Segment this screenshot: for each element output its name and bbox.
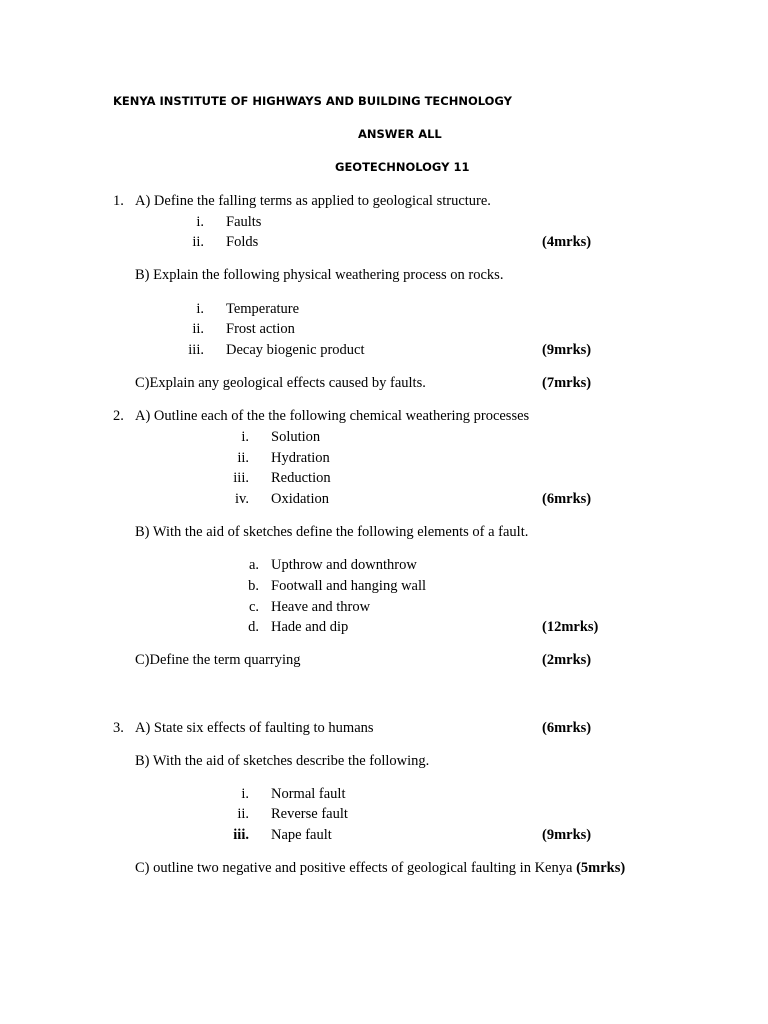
- list-item-number: iii.: [233, 827, 249, 843]
- question-number: 3.: [113, 720, 124, 736]
- marks-label: (2mrks): [542, 652, 592, 668]
- list-item-number: iv.: [235, 491, 249, 507]
- list-item-number: b.: [248, 578, 259, 594]
- list-item: Footwall and hanging wall: [271, 578, 427, 594]
- list-item: Decay biogenic product: [226, 342, 365, 358]
- list-item-number: ii.: [192, 321, 204, 337]
- question-3c-text: [135, 861, 625, 876]
- instruction-heading: ANSWER ALL: [358, 127, 442, 141]
- list-item: Frost action: [226, 321, 295, 337]
- list-item: Solution: [271, 429, 321, 445]
- marks-label: (9mrks): [542, 827, 592, 843]
- list-item-number: iii.: [233, 470, 249, 486]
- list-item: Temperature: [226, 301, 300, 317]
- question-3b-text: B) With the aid of sketches describe the following.: [135, 753, 430, 769]
- list-item-number: iii.: [188, 342, 204, 358]
- question-3a-text: A) State six effects of faulting to humans: [135, 720, 374, 736]
- list-item-number: ii.: [192, 234, 204, 250]
- list-item-number: i.: [241, 786, 249, 802]
- list-item-number: i.: [196, 301, 204, 317]
- list-item: Oxidation: [271, 491, 329, 507]
- list-item: Upthrow and downthrow: [271, 557, 417, 573]
- marks-label: (6mrks): [542, 720, 592, 736]
- list-item: Nape fault: [271, 827, 332, 843]
- question-number: 2.: [113, 408, 124, 424]
- list-item: Reduction: [271, 470, 331, 486]
- list-item: Hade and dip: [271, 619, 349, 635]
- list-item-number: d.: [248, 619, 259, 635]
- marks-label: (12mrks): [542, 619, 599, 635]
- marks-label: (4mrks): [542, 234, 592, 250]
- list-item-number: ii.: [237, 450, 249, 466]
- list-item: Reverse fault: [271, 806, 348, 822]
- list-item-number: c.: [248, 599, 259, 615]
- question-2b-text: B) With the aid of sketches define the following elements of a fault.: [135, 524, 529, 540]
- question-number: 1.: [113, 193, 124, 209]
- list-item: Normal fault: [271, 786, 346, 802]
- list-item: Folds: [226, 234, 259, 250]
- list-item: Heave and throw: [271, 599, 371, 615]
- marks-label: (9mrks): [542, 342, 592, 358]
- list-item-number: i.: [241, 429, 249, 445]
- question-2c-text: C)Define the term quarrying: [135, 652, 301, 668]
- list-item: Hydration: [271, 450, 330, 466]
- question-3c-body: C) outline two negative and positive effects of geological faulting in Kenya: [135, 860, 573, 876]
- question-1c-text: C)Explain any geological effects caused by faults.: [135, 375, 426, 391]
- question-2a-text: A) Outline each of the the following chemical weathering processes: [135, 408, 530, 424]
- question-1b-text: B) Explain the following physical weathering process on rocks.: [135, 267, 504, 283]
- question-1a-text: A) Define the falling terms as applied to geological structure.: [135, 193, 491, 209]
- marks-label: (5mrks): [576, 860, 626, 876]
- subject-heading: GEOTECHNOLOGY 11: [335, 160, 470, 174]
- list-item: Faults: [226, 214, 262, 230]
- list-item-number: ii.: [237, 806, 249, 822]
- list-item-number: a.: [248, 557, 259, 573]
- institution-title: KENYA INSTITUTE OF HIGHWAYS AND BUILDING TECHNOLOGY: [113, 94, 512, 108]
- marks-label: (6mrks): [542, 491, 592, 507]
- list-item-number: i.: [196, 214, 204, 230]
- marks-label: (7mrks): [542, 375, 592, 391]
